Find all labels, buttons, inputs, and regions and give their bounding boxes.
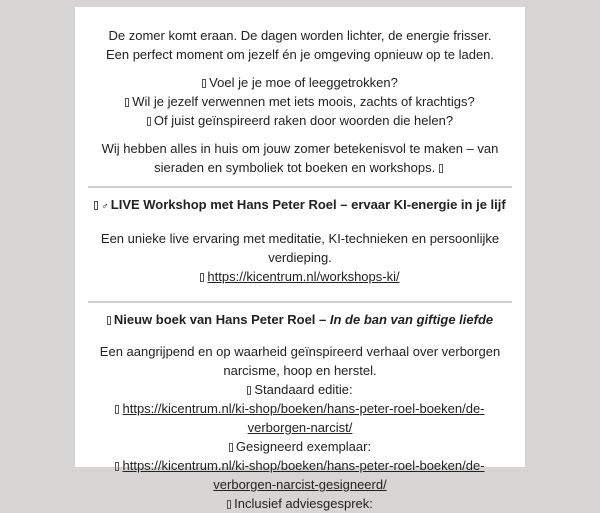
book-title: In de ban van giftige liefde [329, 312, 494, 327]
intro-line-2: Een perfect moment om jezelf én je omgeving opnieuw op te laden. [105, 47, 495, 62]
link-emoji-icon [115, 405, 119, 414]
workshop-section [88, 188, 512, 286]
question-1: Voel je je moe of leeggetrokken? [209, 75, 398, 90]
emoji-icon [94, 201, 98, 210]
workshop-link[interactable]: https://kicentrum.nl/workshops-ki/ [207, 269, 400, 284]
workshop-body [88, 229, 512, 286]
book-section [88, 303, 512, 513]
book-body [88, 342, 512, 513]
emoji-icon [125, 98, 129, 107]
question-2: Wil je jezelf verwennen met iets moois, zachts of krachtigs? [132, 94, 475, 109]
edition-label-signed: Gesigneerd exemplaar: [235, 439, 372, 454]
question-3: Of juist geïnspireerd raken door woorden die helen? [153, 113, 454, 128]
intro-line-1: De zomer komt eraan. De dagen worden lichter, de energie frisser. [108, 28, 492, 43]
email-content-card [75, 7, 525, 511]
workshop-description: Een unieke live ervaring met meditatie, KI-technieken en persoonlijke verdieping. [100, 231, 500, 265]
male-sign-icon: ♂ [101, 201, 109, 212]
emoji-icon [227, 500, 231, 509]
edition-label-standard: Standaard editie: [254, 382, 353, 397]
intro-section [88, 7, 512, 177]
workshop-heading [88, 195, 512, 216]
book-heading [88, 310, 512, 329]
emoji-icon [229, 443, 233, 452]
emoji-icon [202, 79, 206, 88]
question-list [88, 73, 512, 130]
intro-paragraph [88, 26, 512, 64]
edition-label-consult: Inclusief adviesgesprek: [234, 496, 373, 511]
emoji-icon [147, 117, 151, 126]
link-emoji-icon [200, 273, 204, 282]
book-title-prefix: Nieuw boek van Hans Peter Roel – [113, 312, 330, 327]
closing-paragraph [88, 139, 512, 177]
book-emoji-icon [107, 316, 111, 325]
signed-edition-link[interactable]: https://kicentrum.nl/ki-shop/boeken/hans-peter-roel-boeken/de-verborgen-narcist-gesigneerd/ [122, 458, 485, 492]
closing-text: Wij hebben alles in huis om jouw zomer betekenisvol te maken – van sieraden en symboliek tot boeken en workshops. [101, 141, 499, 175]
link-emoji-icon [115, 462, 119, 471]
workshop-title: LIVE Workshop met Hans Peter Roel – ervaar KI-energie in je lijf [110, 197, 506, 212]
standard-edition-link[interactable]: https://kicentrum.nl/ki-shop/boeken/hans-peter-roel-boeken/de-verborgen-narcist/ [122, 401, 485, 435]
book-description: Een aangrijpend en op waarheid geïnspireerd verhaal over verborgen narcisme, hoop en herstel. [99, 344, 501, 378]
emoji-icon [247, 386, 251, 395]
emoji-icon [439, 164, 443, 173]
